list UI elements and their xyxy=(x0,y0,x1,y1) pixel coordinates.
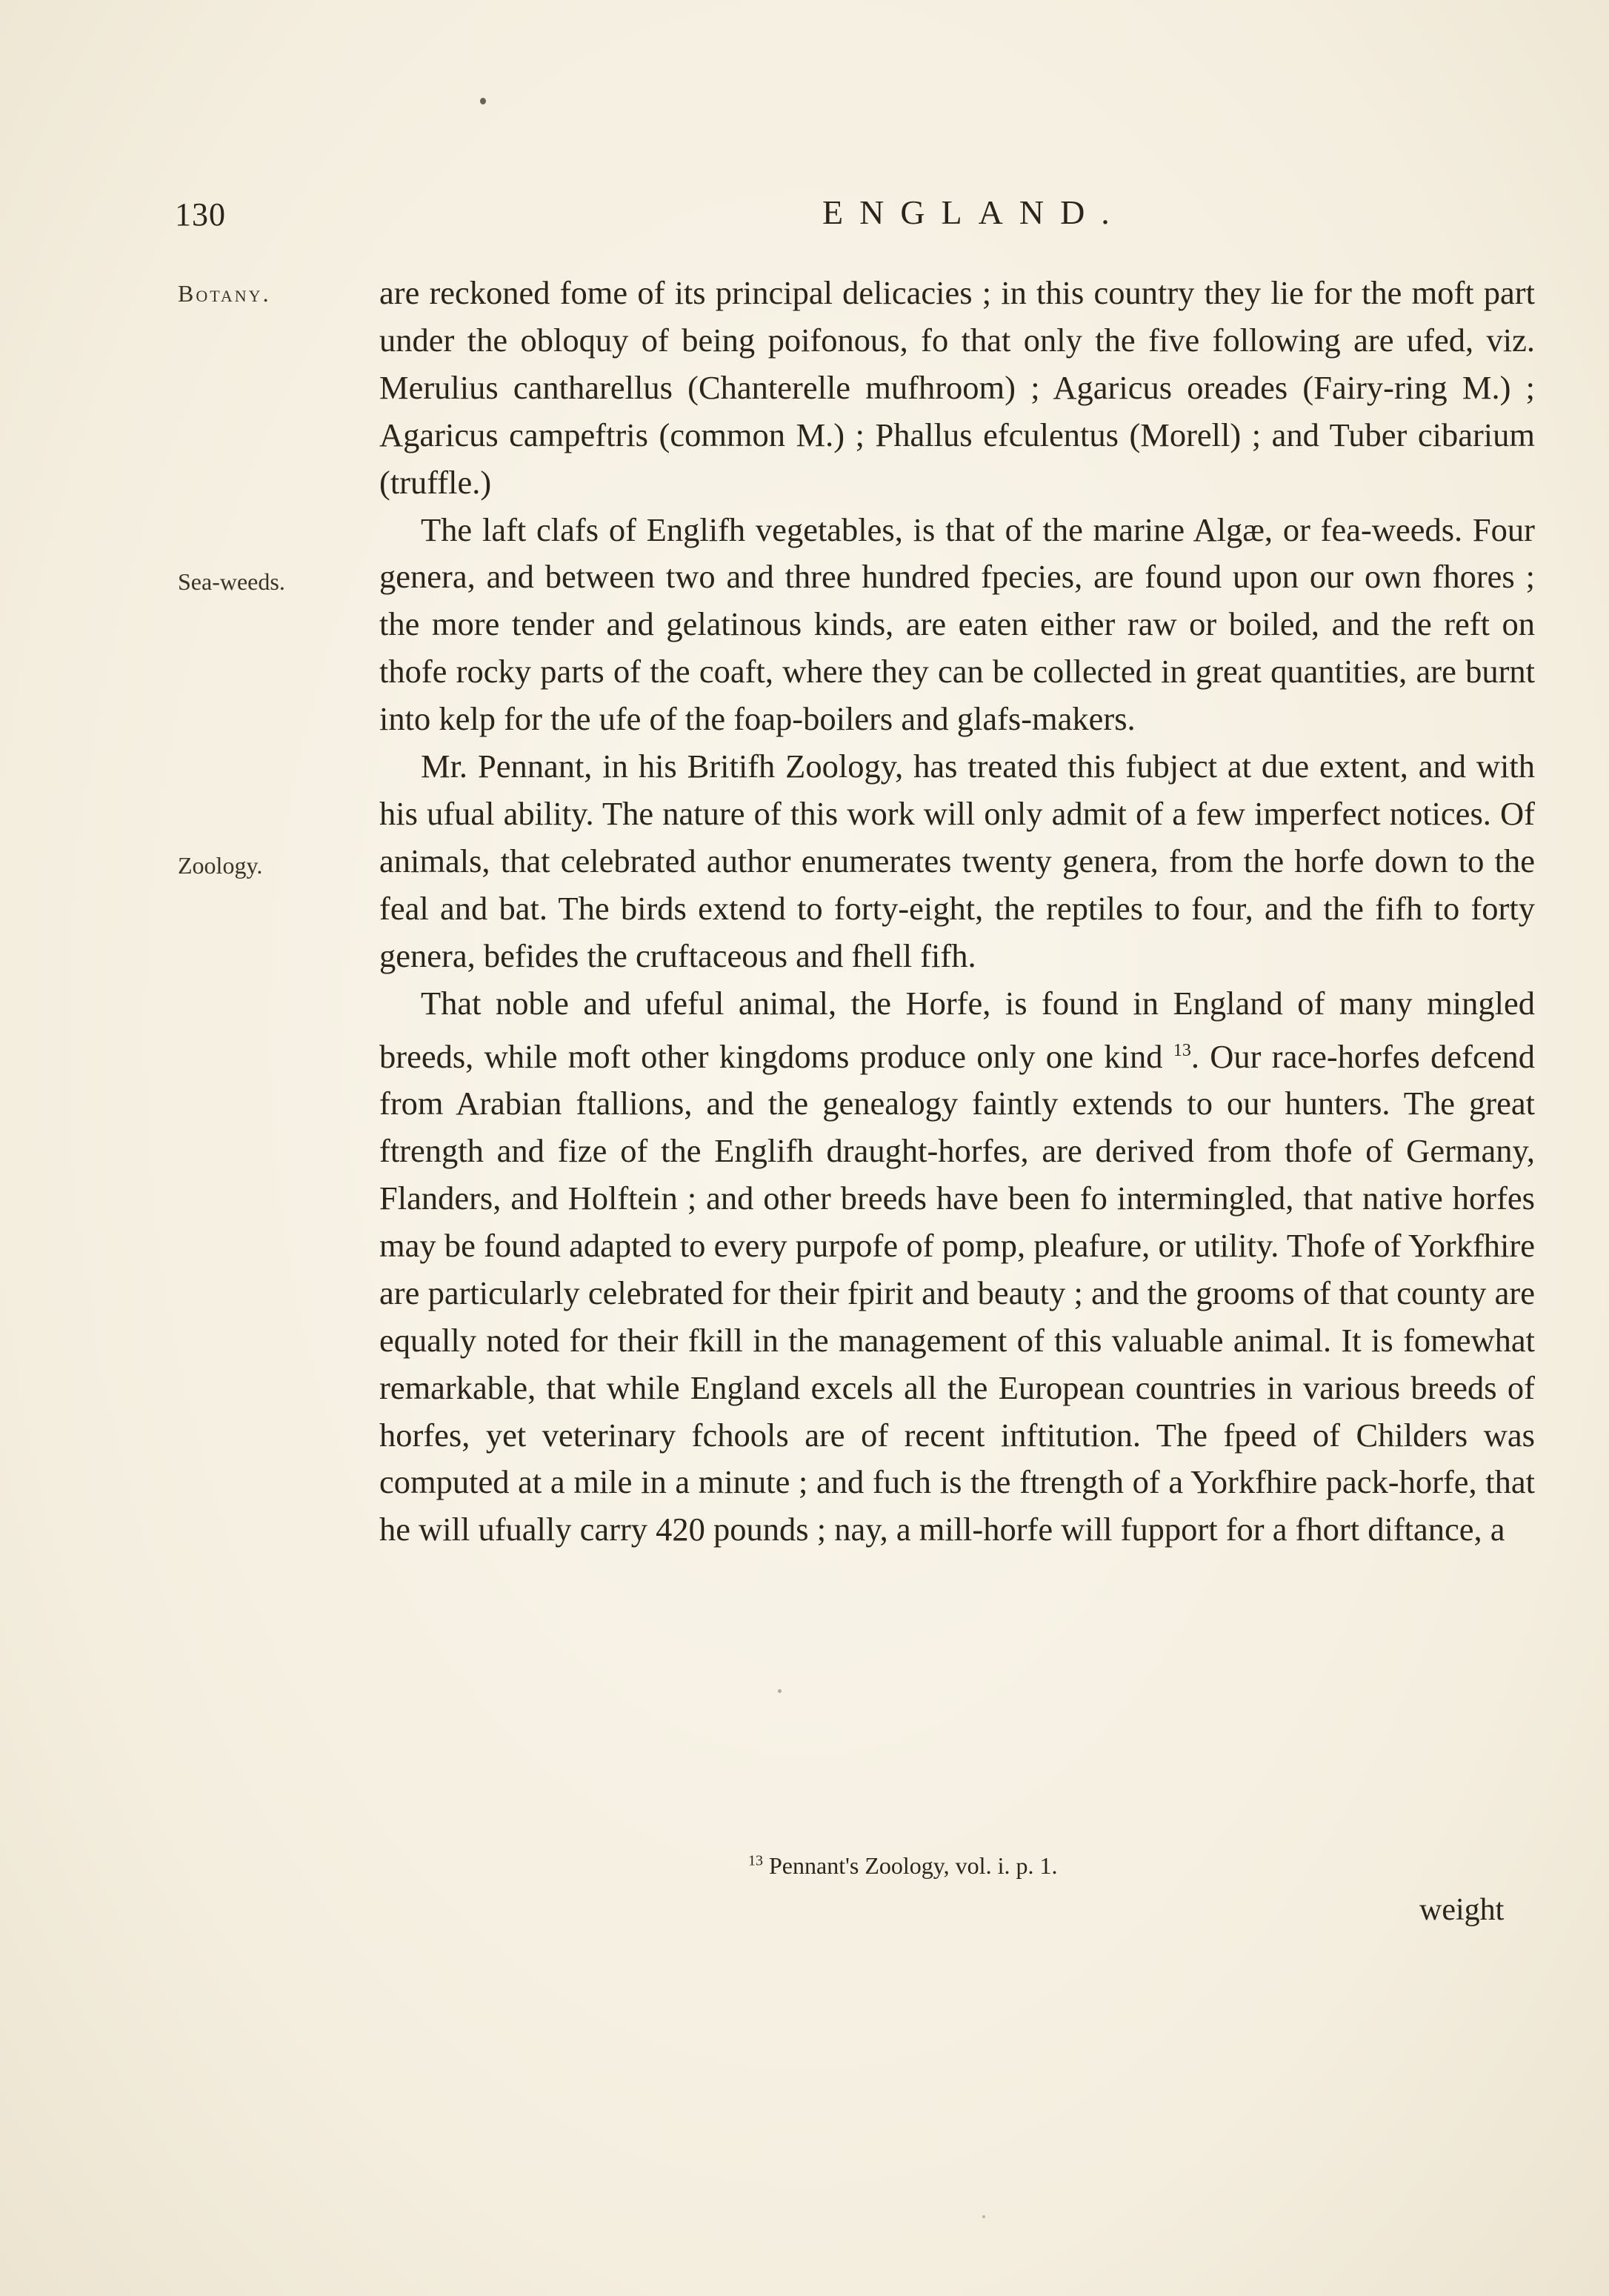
paragraph-zoology: Mr. Pennant, in his Britifh Zoology, has treated this fubject at due extent, and with his ufual ability. The nature of this work will only admit of a few imperfect notices. Of animals, that celebrated author enumerates twenty genera, from the horfe down to the feal and bat. The birds extend to forty-eight, the reptiles to four, and the fifh to forty genera, befides the cruftaceous and fhell fifh. xyxy=(379,748,1535,974)
ink-speck xyxy=(480,98,486,104)
sidenote-botany: Botany. xyxy=(178,280,271,307)
footnote-reference: 13 xyxy=(1173,1040,1191,1060)
sidenote-zoology: Zoology. xyxy=(178,852,263,879)
footnote-marker: 13 xyxy=(748,1852,763,1869)
sidenote-sea-weeds: Sea-weeds. xyxy=(178,568,285,595)
paragraph-sea-weeds: The laft clafs of Englifh vegetables, is that of the marine Algæ, or fea-weeds. Four genera, and between two and three hundred fpecies, are found upon our own fhores ; the more tender and gelatinous kinds, are eaten either raw or boiled, and the reft on thofe rocky parts of the coaft, where they can be collected in great quantities, are burnt into kelp for the ufe of the foap-boilers and glafs-makers. xyxy=(379,510,1535,738)
paragraph-fungi: are reckoned fome of its principal delicacies ; in this country they lie for the moft part under the obloquy of being poifonous, fo that only the five following are ufed, viz. Merulius cantharellus (Chanterelle mufhroom) ; Agaricus oreades (Fairy-ring M.) ; Agaricus campeftris (common M.) ; Phallus efculentus (Morell) ; and Tuber cibarium (truffle.) xyxy=(379,274,1535,501)
running-title: ENGLAND. xyxy=(822,193,1126,231)
footnote xyxy=(748,1852,1057,1880)
paragraph-horse-rest: . Our race-horfes defcend from Arabian ftallions, and the genealogy faintly extends to our hunters. The great ftrength and fize of the Englifh draught-horfes, are derived from thofe of Germany, Flanders, and Holftein ; and other breeds have been fo intermingled, that native horfes may be found adapted to every purpofe of pomp, pleafure, or utility. Thofe of Yorkfhire are particularly celebrated for their fpirit and beauty ; and the grooms of that county are equally noted for their fkill in the management of this valuable animal. It is fomewhat remarkable, that while England excels all the European countries in various breeds of horfes, yet veterinary fchools are of recent inftitution. The fpeed of Childers was computed at a mile in a minute ; and fuch is the ftrength of a Yorkfhire pack-horfe, that he will ufually carry 420 pounds ; nay, a mill-horfe will fupport for a fhort diftance, a xyxy=(379,1037,1536,1548)
ink-speck xyxy=(778,1689,782,1693)
paragraph-horse-start: That noble and ufeful animal, the Horfe, is found in England of many mingled breeds, while moft other kingdoms produce only one kind xyxy=(379,984,1535,1075)
main-text xyxy=(379,270,1535,1554)
paragraph-horse xyxy=(379,980,1535,1554)
page-number: 130 xyxy=(175,196,226,233)
footnote-text: Pennant's Zoology, vol. i. p. 1. xyxy=(769,1852,1058,1879)
ink-speck xyxy=(982,2215,985,2218)
catchword: weight xyxy=(1419,1893,1505,1927)
